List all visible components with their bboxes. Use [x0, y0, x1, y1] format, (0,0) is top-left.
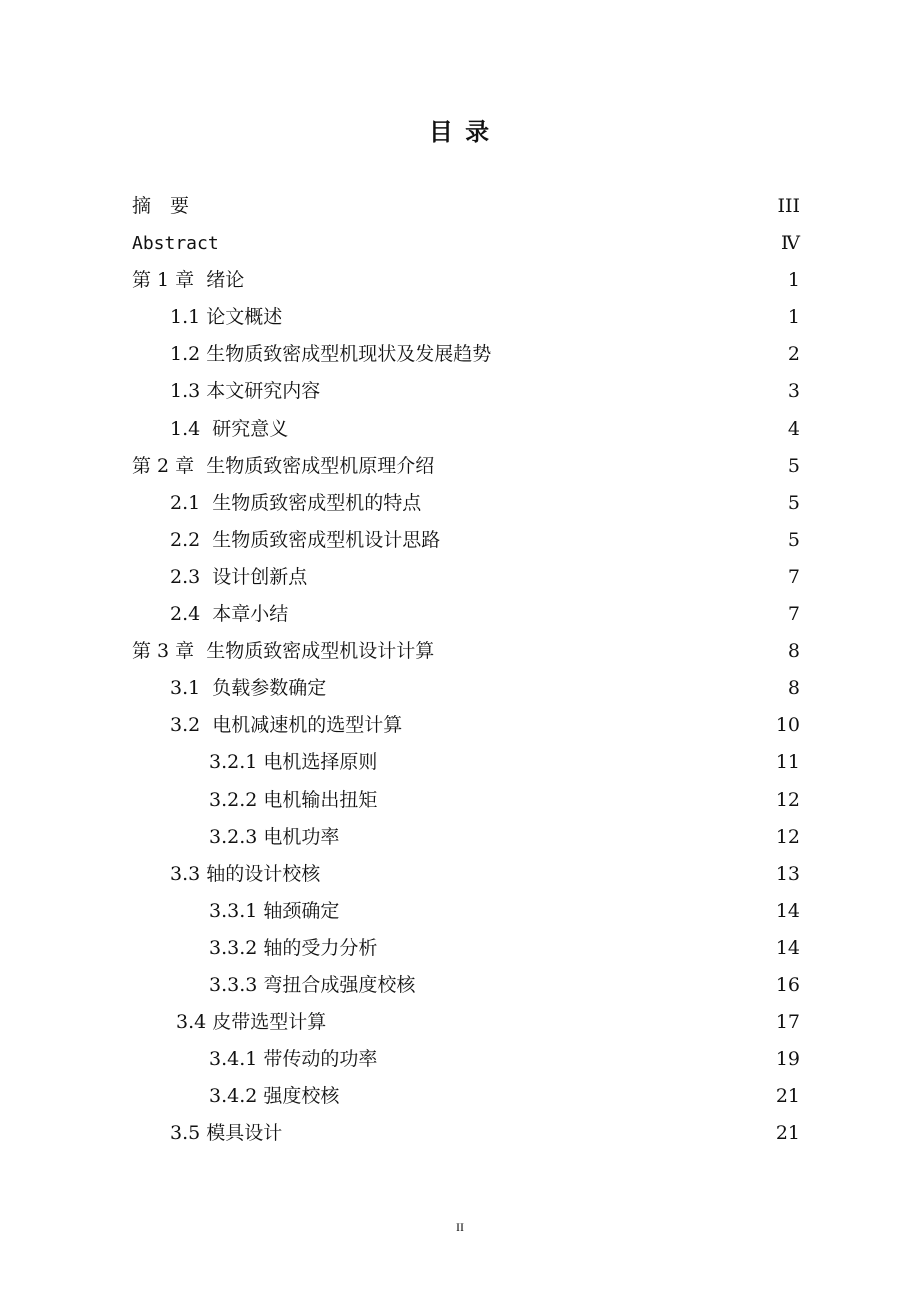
toc-entry-page: 12 — [775, 788, 800, 811]
toc-entry[interactable] — [132, 1115, 800, 1152]
toc-entry-label: 3.2.3 电机功率 — [209, 825, 340, 848]
toc-entry-page: 5 — [787, 454, 800, 477]
toc-entry[interactable] — [132, 819, 800, 856]
toc-entry-label: 3.3.2 轴的受力分析 — [209, 936, 378, 959]
toc-entry-page: III — [777, 195, 800, 217]
toc-entry-page: 8 — [787, 677, 800, 700]
toc-entry[interactable] — [132, 856, 800, 893]
toc-entry[interactable] — [132, 1004, 800, 1041]
toc-entry[interactable] — [132, 596, 800, 633]
toc-entry-page: 13 — [775, 862, 800, 885]
toc-entry[interactable] — [132, 893, 800, 930]
toc-entry-label: 3.5 模具设计 — [170, 1122, 283, 1145]
toc-entry-label: Abstract — [132, 233, 219, 255]
toc-entry-label: 1.3 本文研究内容 — [170, 380, 321, 403]
toc-entry-page: 7 — [787, 603, 800, 626]
toc-entry-label: 第 2 章 生物质致密成型机原理介绍 — [132, 454, 435, 477]
toc-entry-page: 17 — [775, 1011, 800, 1034]
toc-entry-label: 3.2.2 电机输出扭矩 — [209, 788, 378, 811]
toc-entry[interactable] — [132, 633, 800, 670]
toc-entry-label: 第 3 章 生物质致密成型机设计计算 — [132, 640, 435, 663]
toc-entry-label: 3.4.2 强度校核 — [209, 1085, 340, 1108]
toc-entry[interactable] — [132, 967, 800, 1004]
toc-entry-page: 21 — [775, 1085, 800, 1108]
toc-entry-page: 12 — [775, 825, 800, 848]
toc-entry-label: 摘 要 — [132, 195, 190, 217]
toc-entry-page: 10 — [775, 714, 800, 737]
table-of-contents — [132, 188, 800, 1152]
page-number-footer: II — [456, 1220, 464, 1234]
toc-entry-page: 7 — [787, 565, 800, 588]
toc-entry[interactable] — [132, 559, 800, 596]
toc-entry[interactable] — [132, 299, 800, 336]
toc-entry-page: 1 — [787, 269, 800, 292]
toc-entry[interactable] — [132, 1041, 800, 1078]
toc-entry[interactable] — [132, 373, 800, 410]
toc-entry[interactable] — [132, 1078, 800, 1115]
toc-entry[interactable] — [132, 411, 800, 448]
toc-entry-label: 2.1 生物质致密成型机的特点 — [170, 491, 422, 514]
toc-entry-label: 1.2 生物质致密成型机现状及发展趋势 — [170, 343, 492, 366]
toc-entry-page: 14 — [775, 899, 800, 922]
toc-entry-label: 3.2.1 电机选择原则 — [209, 751, 378, 774]
toc-entry[interactable] — [132, 782, 800, 819]
toc-entry-page: 8 — [787, 640, 800, 663]
toc-entry-label: 3.3.1 轴颈确定 — [209, 899, 340, 922]
toc-entry-page: 1 — [787, 306, 800, 329]
page-title: 目 录 — [428, 117, 492, 146]
toc-entry[interactable] — [132, 670, 800, 707]
toc-entry-page: 16 — [775, 973, 800, 996]
toc-entry-page: 11 — [775, 751, 800, 774]
toc-entry[interactable] — [132, 225, 800, 262]
toc-entry-label: 3.4.1 带传动的功率 — [209, 1048, 378, 1071]
toc-entry[interactable] — [132, 485, 800, 522]
toc-entry-page: 4 — [787, 417, 800, 440]
toc-entry[interactable] — [132, 188, 800, 225]
toc-entry-page: 3 — [787, 380, 800, 403]
toc-entry[interactable] — [132, 262, 800, 299]
toc-entry-label: 第 1 章 绪论 — [132, 269, 245, 292]
toc-entry-page: 2 — [787, 343, 800, 366]
toc-entry[interactable] — [132, 744, 800, 781]
toc-entry-label: 2.3 设计创新点 — [170, 565, 308, 588]
toc-entry-label: 2.2 生物质致密成型机设计思路 — [170, 528, 441, 551]
toc-entry-page: Ⅳ — [781, 232, 800, 255]
toc-entry-label: 3.4 皮带选型计算 — [176, 1011, 327, 1034]
toc-entry-page: 14 — [775, 936, 800, 959]
toc-entry-label: 3.2 电机减速机的选型计算 — [170, 714, 403, 737]
toc-entry-label: 3.3.3 弯扭合成强度校核 — [209, 973, 416, 996]
toc-entry[interactable] — [132, 448, 800, 485]
toc-entry[interactable] — [132, 336, 800, 373]
toc-entry-label: 3.1 负载参数确定 — [170, 677, 327, 700]
toc-entry-page: 5 — [787, 528, 800, 551]
toc-entry[interactable] — [132, 930, 800, 967]
toc-entry[interactable] — [132, 707, 800, 744]
toc-entry-label: 2.4 本章小结 — [170, 603, 289, 626]
toc-entry-page: 5 — [787, 491, 800, 514]
toc-entry-page: 19 — [775, 1048, 800, 1071]
toc-entry-label: 3.3 轴的设计校核 — [170, 862, 321, 885]
toc-entry[interactable] — [132, 522, 800, 559]
toc-entry-label: 1.1 论文概述 — [170, 306, 283, 329]
toc-entry-page: 21 — [775, 1122, 800, 1145]
toc-entry-label: 1.4 研究意义 — [170, 417, 289, 440]
